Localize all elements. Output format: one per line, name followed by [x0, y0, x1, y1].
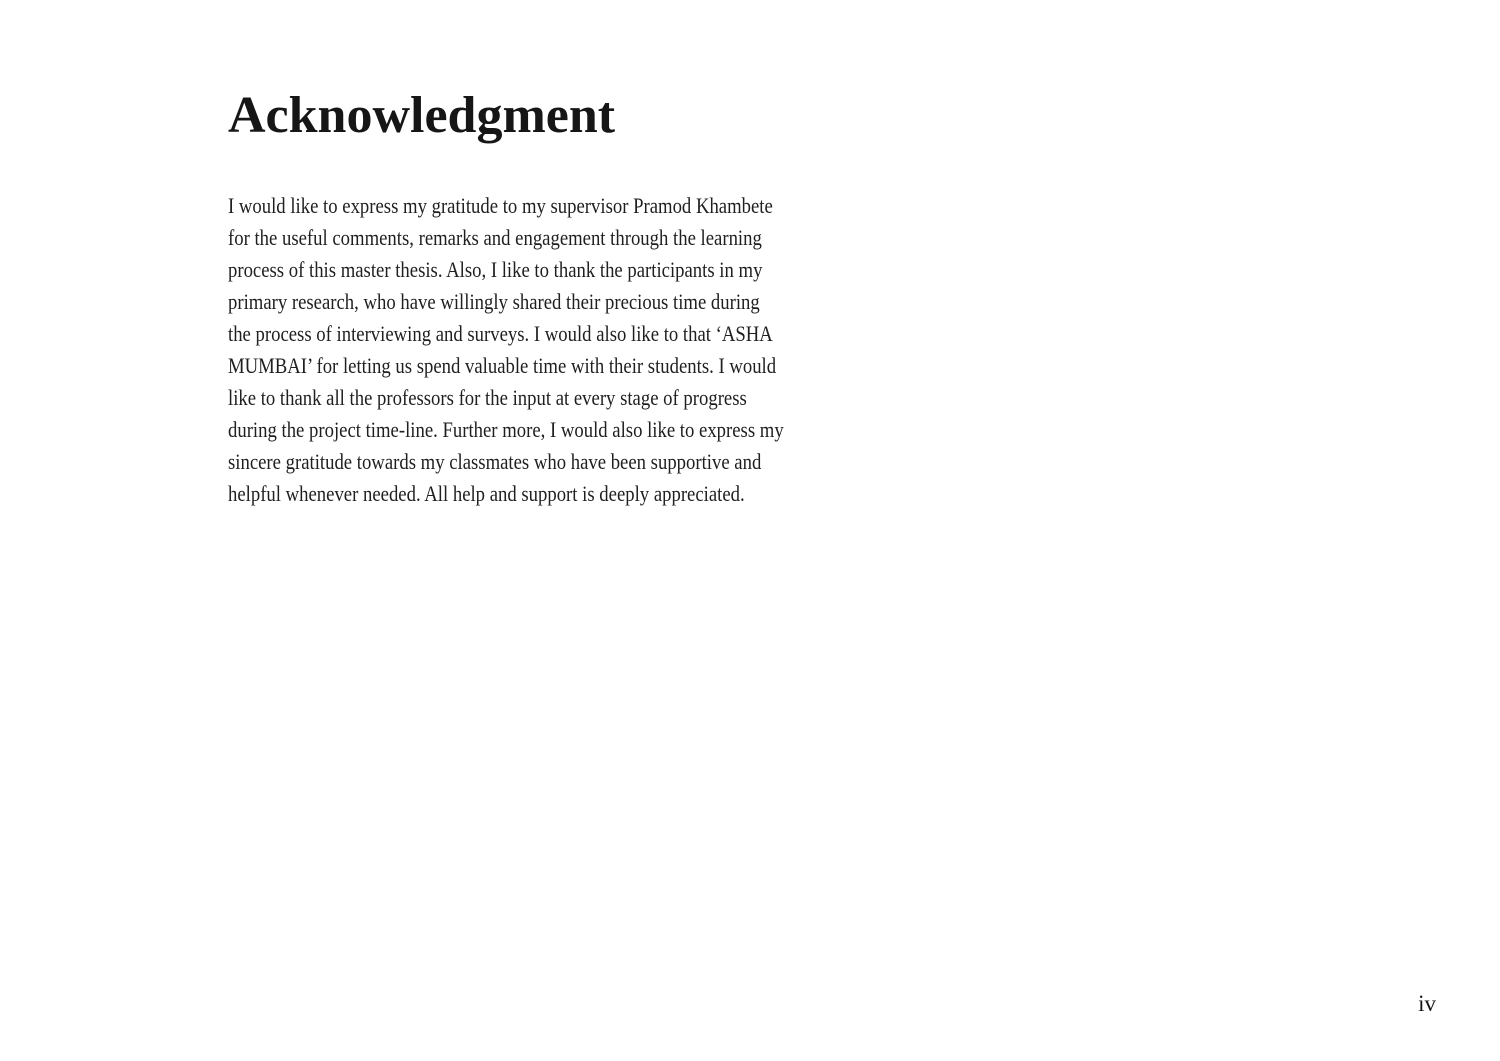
paragraph-line: MUMBAI’ for letting us spend valuable time with their students. I would: [228, 353, 777, 378]
paragraph-line: the process of interviewing and surveys. I would also like to that ‘ASHA: [228, 321, 773, 346]
paragraph-line: for the useful comments, remarks and engagement through the learning: [228, 225, 762, 250]
acknowledgment-paragraph: [228, 190, 784, 510]
paragraph-line: helpful whenever needed. All help and support is deeply appreciated.: [228, 481, 745, 506]
paragraph-line: primary research, who have willingly shared their precious time during: [228, 289, 760, 314]
page-title: Acknowledgment: [228, 87, 616, 144]
paragraph-line: I would like to express my gratitude to my supervisor Pramod Khambete: [228, 193, 773, 218]
paragraph-line: like to thank all the professors for the input at every stage of progress: [228, 385, 747, 410]
paragraph-line: process of this master thesis. Also, I like to thank the participants in my: [228, 257, 763, 282]
paragraph-line: sincere gratitude towards my classmates who have been supportive and: [228, 449, 762, 474]
paragraph-line: during the project time-line. Further more, I would also like to express my: [228, 417, 784, 442]
page-number: iv: [1418, 991, 1436, 1016]
